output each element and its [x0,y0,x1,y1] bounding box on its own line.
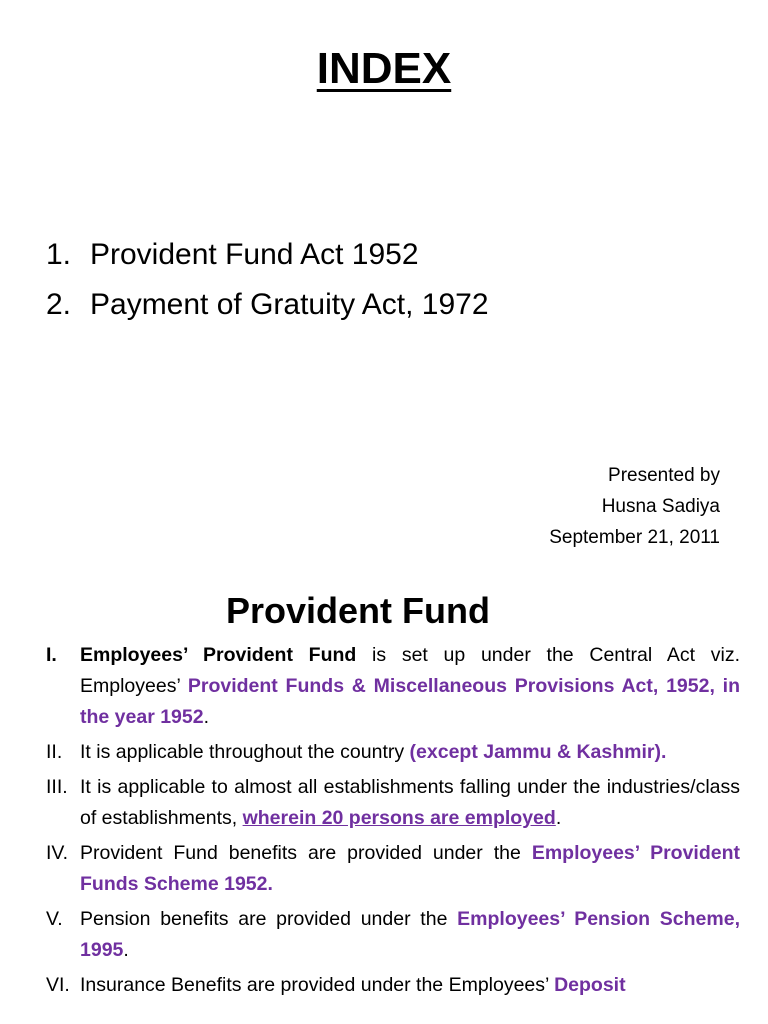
highlight-text: (except Jammu & Kashmir). [409,741,667,763]
plain-text: is set up under the Central Act viz. Employees’ [80,644,740,697]
item-number: VI. [46,974,70,996]
index-number: 2. [46,288,72,321]
list-item [46,737,740,768]
presenter-name: Husna Sadiya [601,496,720,517]
item-number: I. [46,644,57,666]
index-item [46,238,489,288]
highlight-text: Deposit [554,974,626,996]
highlight-text: Employees’ Pension Scheme, 1995 [80,908,740,961]
list-item [46,640,740,733]
index-text: Provident Fund Act 1952 [90,238,419,271]
presentation-date: September 21, 2011 [549,527,720,548]
plain-text: . [123,939,129,961]
highlight-text: Employees’ Provident Funds Scheme 1952. [80,842,741,895]
plain-text: Insurance Benefits are provided under the Employees’ [80,974,555,996]
index-number: 1. [46,238,72,271]
item-text [80,970,740,1001]
plain-text: It is applicable to almost all establishments falling under the industries/class of establishments, [80,776,740,829]
highlight-text: wherein 20 persons are employed [242,807,556,829]
section-title: Provident Fund [226,590,490,631]
index-list [46,238,489,338]
points-list [46,640,740,1005]
plain-text: It is applicable throughout the country [80,741,410,763]
item-text [80,772,740,834]
list-item [46,970,740,1001]
plain-text: . [555,807,562,829]
highlight-text: Provident Funds & Miscellaneous Provisions Act, 1952, in the year 1952 [80,675,740,728]
page-title-text: INDEX [316,44,452,93]
emphasis-text: Employees’ Provident Fund [80,644,357,666]
plain-text: . [203,706,210,728]
presented-by-label: Presented by [608,465,720,486]
presenter-block [549,460,720,553]
plain-text: Provident Fund benefits are provided under the [80,842,532,864]
item-number: IV. [46,842,69,864]
list-item [46,904,740,966]
item-text [80,737,740,768]
item-number: II. [46,741,63,763]
page-title [0,44,768,94]
item-text [80,838,740,900]
list-item [46,772,740,834]
index-text: Payment of Gratuity Act, 1972 [90,288,489,321]
item-text [80,904,740,966]
item-number: V. [46,908,63,930]
list-item [46,838,740,900]
item-text [80,640,740,733]
index-item [46,288,489,338]
item-number: III. [46,776,68,798]
plain-text: Pension benefits are provided under the [80,908,458,930]
